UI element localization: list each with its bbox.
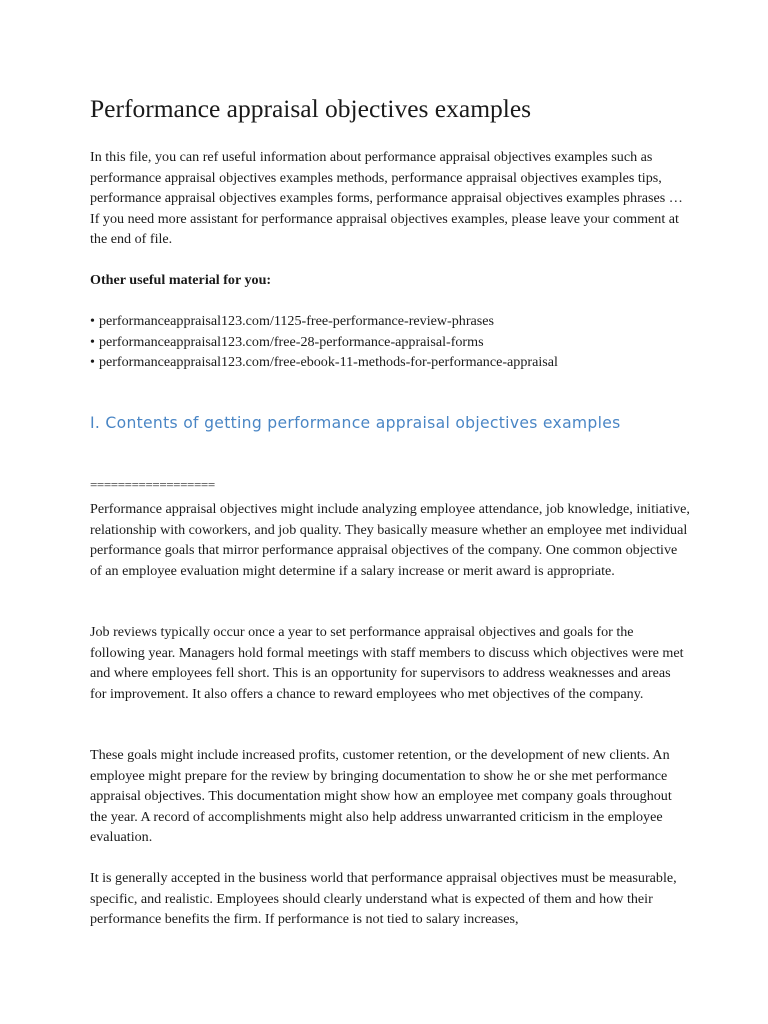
useful-link-item[interactable] — [90, 352, 558, 373]
body-paragraph: Performance appraisal objectives might include analyzing employee attendance, job knowledge, initiative, relationship with coworkers, and job quality. They basically measure whether an employee met individual performance goals that mirror performance appraisal objectives of the company. One common objective of an employee evaluation might determine if a salary increase or merit award is appropriate. — [90, 501, 690, 579]
body-paragraph: Job reviews typically occur once a year to set performance appraisal objectives and goals for the following year. Managers hold formal meetings with staff members to discuss which objectives were met and where employees fell short. This is an opportunity for supervisors to address weaknesses and areas for improvement. It also offers a chance to reward employees who met objectives of the company. — [90, 624, 684, 702]
bullet-glyph: • — [90, 313, 95, 329]
intro-paragraph: In this file, you can ref useful information about performance appraisal objectives examples such as performance appraisal objectives examples methods, performance appraisal objectives examples tips, performance appraisal objectives examples forms, performance appraisal objectives examples phrases … If you need more assistant for performance appraisal objectives examples, please leave your comment at the end of file. — [90, 149, 683, 247]
document-title: Performance appraisal objectives examples — [90, 94, 532, 123]
body-paragraph: These goals might include increased profits, customer retention, or the development of new clients. An employee might prepare for the review by bringing documentation to show he or she met performance appraisal objectives. This documentation might show how an employee met company goals throughout the year. A record of accomplishments might also help address unwarranted criticism in the employee evaluation. — [90, 747, 672, 845]
other-material-heading: Other useful material for you: — [90, 272, 272, 288]
useful-links-list — [90, 311, 558, 373]
useful-link-text[interactable]: performanceappraisal123.com/free-ebook-11-methods-for-performance-appraisal — [98, 354, 558, 370]
useful-link-item[interactable] — [90, 332, 558, 353]
body-paragraph: It is generally accepted in the business world that performance appraisal objectives must be measurable, specific, and realistic. Employees should clearly understand what is expected of them and how their performance benefits the firm. If performance is not tied to salary increases, — [90, 870, 677, 927]
useful-link-item[interactable] — [90, 311, 558, 332]
separator-line: ================== — [90, 477, 215, 492]
section-heading: I. Contents of getting performance appraisal objectives examples — [90, 414, 621, 432]
useful-link-text[interactable]: performanceappraisal123.com/free-28-performance-appraisal-forms — [98, 333, 484, 350]
bullet-glyph: • — [90, 354, 95, 370]
bullet-glyph: • — [90, 333, 95, 350]
useful-link-text[interactable]: performanceappraisal123.com/1125-free-performance-review-phrases — [98, 313, 495, 329]
